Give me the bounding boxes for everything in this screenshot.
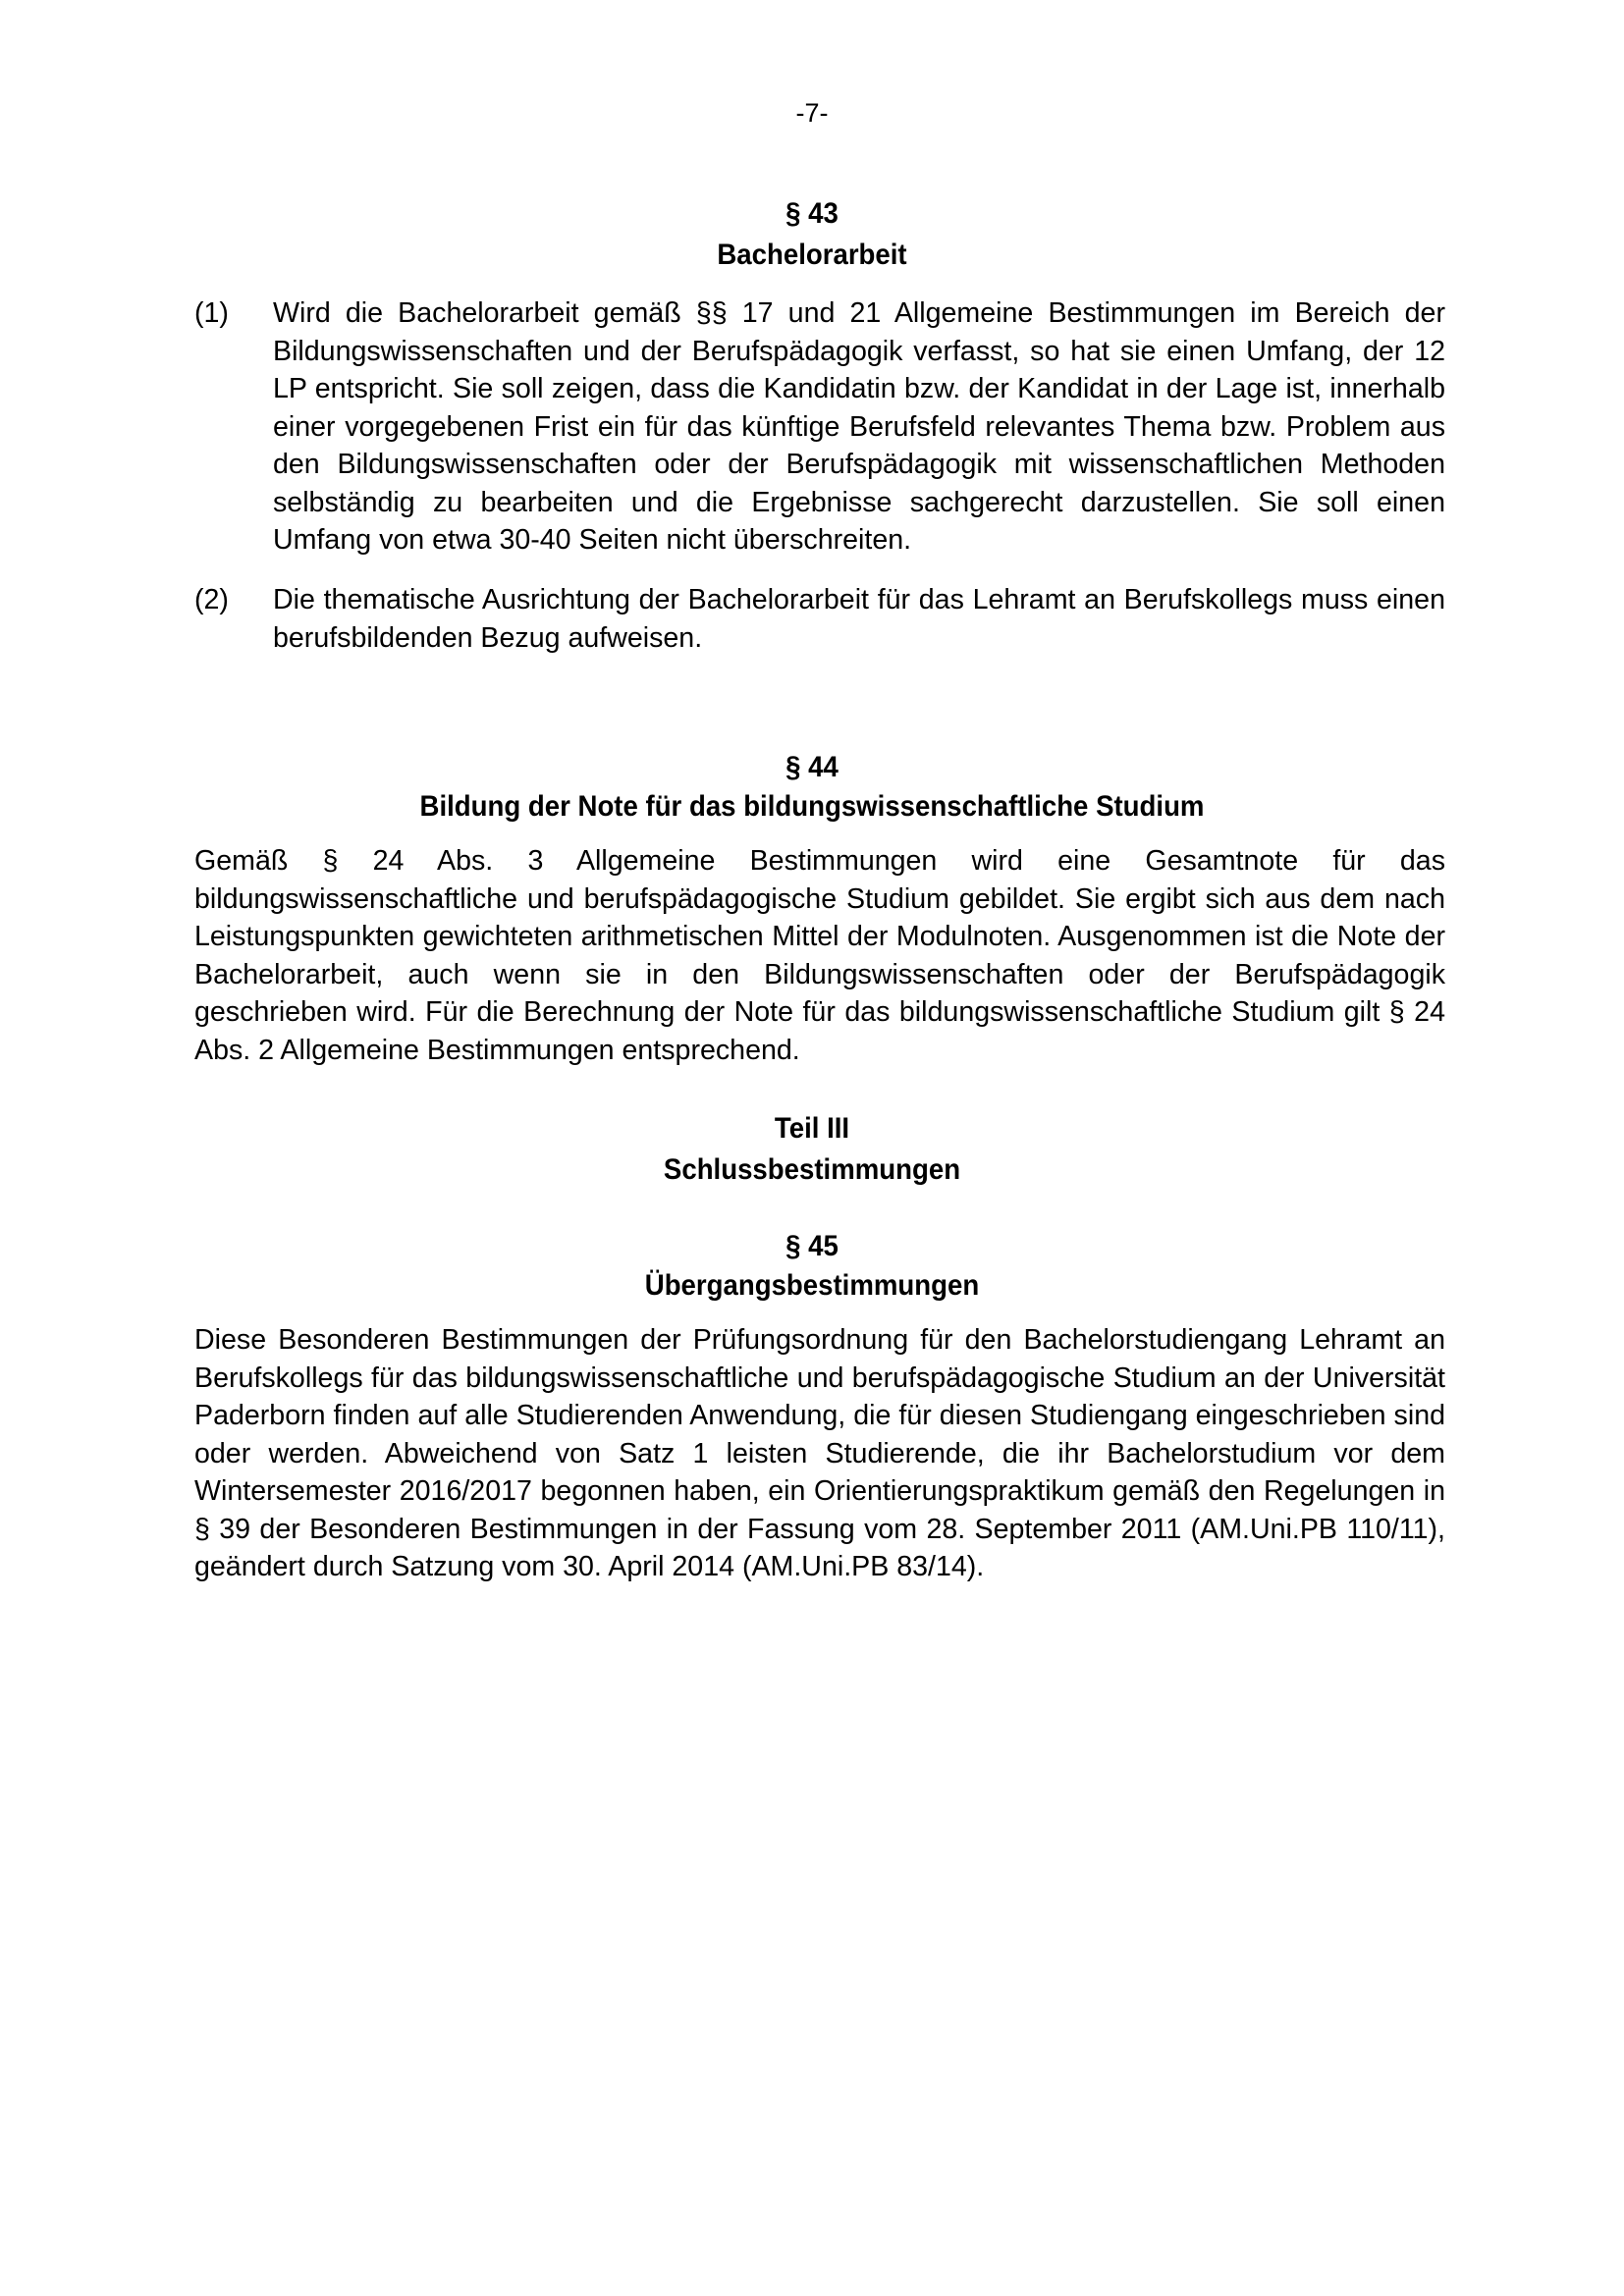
item-1-text: Wird die Bachelorarbeit gemäß §§ 17 und 21 Allgemeine Bestimmungen im Bereich der Bildungswissenschaften und der Berufspädagogik verfasst, so hat sie einen Umfang, der 12 LP entspricht. Sie soll zeigen, dass die Kandidatin bzw. der Kandidat in der Lage ist, innerhalb einer vorgegebenen Frist ein für das künftige Berufsfeld relevantes Thema bzw. Problem aus den Bildungswissenschaften oder der Berufspädagogik mit wissenschaftlichen Methoden selbständig zu bearbeiten und die Ergebnisse sachgerecht darzustellen. Sie soll einen Umfang von etwa 30-40 Seiten nicht überschreiten.: [273, 297, 1445, 556]
item-1-number: (1): [194, 297, 229, 329]
section-43-number: § 43: [785, 197, 839, 230]
section-44-title: Bildung der Note für das bildungswissenschaftliche Studium: [419, 790, 1205, 823]
part-3-number: Teil III: [774, 1112, 850, 1145]
section-45-number: § 45: [785, 1230, 839, 1262]
section-44-number: § 44: [785, 751, 839, 783]
section-45-text: Diese Besonderen Bestimmungen der Prüfungsordnung für den Bachelorstudiengang Lehramt an Berufskollegs für das bildungswissenschaftliche und berufspädagogische Studium an der Universität Paderborn finden auf alle Studierenden Anwendung, die für diesen Studiengang eingeschrieben sind oder werden. Abweichend von Satz 1 leisten Studierende, die ihr Bachelorstudium vor dem Wintersemester 2016/2017 begonnen haben, ein Orientierungspraktikum gemäß den Regelungen in § 39 der Besonderen Bestimmungen in der Fassung vom 28. September 2011 (AM.Uni.PB 110/11), geändert durch Satzung vom 30. April 2014 (AM.Uni.PB 83/14).: [194, 1324, 1445, 1582]
section-45-title: Übergangsbestimmungen: [644, 1269, 980, 1302]
item-2-text: Die thematische Ausrichtung der Bachelorarbeit für das Lehramt an Berufskollegs muss einen berufsbildenden Bezug aufweisen.: [273, 584, 1445, 654]
section-44-text: Gemäß § 24 Abs. 3 Allgemeine Bestimmungen wird eine Gesamtnote für das bildungswissenschaftliche und berufspädagogische Studium gebildet. Sie ergibt sich aus dem nach Leistungspunkten gewichteten arithmetischen Mittel der Modulnoten. Ausgenommen ist die Note der Bachelorarbeit, auch wenn sie in den Bildungswissenschaften oder der Berufspädagogik geschrieben wird. Für die Berechnung der Note für das bildungswissenschaftliche Studium gilt § 24 Abs. 2 Allgemeine Bestimmungen entsprechend.: [194, 845, 1445, 1066]
item-2-number: (2): [194, 584, 229, 615]
section-43-title: Bachelorarbeit: [717, 239, 907, 271]
page-number: -7-: [795, 98, 829, 128]
part-3-title: Schlussbestimmungen: [663, 1153, 961, 1186]
